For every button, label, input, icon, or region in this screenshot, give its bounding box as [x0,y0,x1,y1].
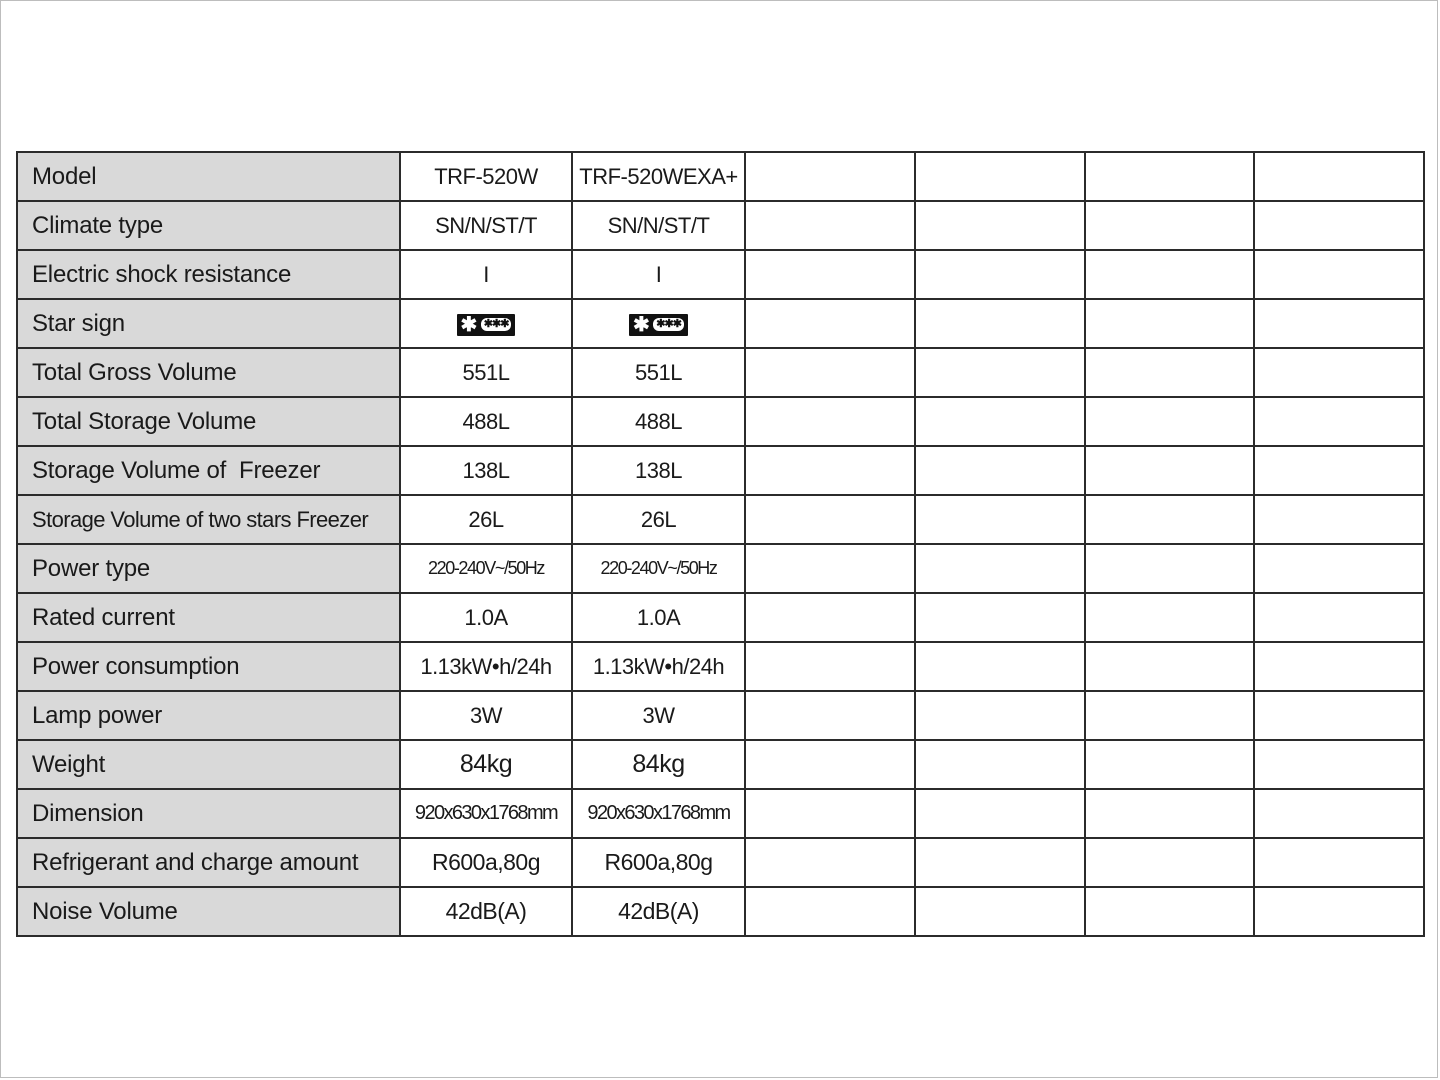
empty-cell [1254,446,1424,495]
empty-cell [915,887,1085,936]
table-row [17,250,1424,299]
value-cell: 84kg [400,740,572,789]
row-label-power-type: Power type [17,544,400,593]
empty-cell [1085,691,1255,740]
row-label-storage-volume-freezer: Storage Volume of Freezer [17,446,400,495]
empty-cell [1254,593,1424,642]
row-label-total-storage-volume: Total Storage Volume [17,397,400,446]
empty-cell [915,446,1085,495]
empty-cell [1085,887,1255,936]
empty-cell [745,397,915,446]
empty-cell [1085,740,1255,789]
value-cell: 1.13kW•h/24h [400,642,572,691]
empty-cell [915,740,1085,789]
empty-cell [1085,495,1255,544]
empty-cell [745,691,915,740]
table-row [17,152,1424,201]
table-row [17,887,1424,936]
value-cell [400,299,572,348]
value-cell: 138L [572,446,745,495]
empty-cell [1085,299,1255,348]
value-cell: 551L [572,348,745,397]
value-cell: 26L [572,495,745,544]
table-row [17,495,1424,544]
empty-cell [1085,593,1255,642]
value-cell: 220-240V~/50Hz [400,544,572,593]
table-row [17,593,1424,642]
empty-cell [1085,397,1255,446]
row-label-lamp-power: Lamp power [17,691,400,740]
empty-cell [915,201,1085,250]
value-cell: 42dB(A) [572,887,745,936]
row-label-refrigerant-charge: Refrigerant and charge amount [17,838,400,887]
empty-cell [1254,299,1424,348]
empty-cell [745,299,915,348]
value-cell: 3W [572,691,745,740]
table-row [17,838,1424,887]
empty-cell [1085,544,1255,593]
table-row [17,397,1424,446]
row-label-power-consumption: Power consumption [17,642,400,691]
empty-cell [1085,838,1255,887]
empty-cell [745,593,915,642]
empty-cell [1254,691,1424,740]
row-label-dimension: Dimension [17,789,400,838]
empty-cell [1085,642,1255,691]
empty-cell [1254,887,1424,936]
value-cell: 488L [400,397,572,446]
star-icon: ✱ [460,313,477,336]
value-cell: 920x630x1768mm [572,789,745,838]
empty-cell [745,642,915,691]
row-label-total-gross-volume: Total Gross Volume [17,348,400,397]
table-row [17,299,1424,348]
empty-cell [915,691,1085,740]
value-cell: 1.13kW•h/24h [572,642,745,691]
value-cell: TRF-520W [400,152,572,201]
value-cell: I [572,250,745,299]
table-row [17,544,1424,593]
empty-cell [745,495,915,544]
three-stars-icon: ✱✱✱ [481,318,512,331]
empty-cell [1254,348,1424,397]
empty-cell [1254,789,1424,838]
value-cell: 138L [400,446,572,495]
row-label-climate-type: Climate type [17,201,400,250]
row-label-star-sign: Star sign [17,299,400,348]
value-cell: SN/N/ST/T [572,201,745,250]
row-label-weight: Weight [17,740,400,789]
value-cell: 84kg [572,740,745,789]
row-label-two-star-freezer-volume: Storage Volume of two stars Freezer [17,495,400,544]
empty-cell [1085,789,1255,838]
row-label-rated-current: Rated current [17,593,400,642]
empty-cell [915,495,1085,544]
empty-cell [745,250,915,299]
three-stars-icon: ✱✱✱ [653,318,684,331]
value-cell: 26L [400,495,572,544]
value-cell: 1.0A [400,593,572,642]
value-cell: R600a,80g [572,838,745,887]
empty-cell [745,789,915,838]
star-icon: ✱ [633,313,650,336]
table-row [17,201,1424,250]
empty-cell [745,544,915,593]
empty-cell [745,838,915,887]
row-label-noise-volume: Noise Volume [17,887,400,936]
empty-cell [745,201,915,250]
empty-cell [1085,348,1255,397]
value-cell: R600a,80g [400,838,572,887]
value-cell: 42dB(A) [400,887,572,936]
empty-cell [745,740,915,789]
value-cell: 488L [572,397,745,446]
empty-cell [745,348,915,397]
empty-cell [915,152,1085,201]
empty-cell [1085,152,1255,201]
empty-cell [915,593,1085,642]
value-cell: SN/N/ST/T [400,201,572,250]
empty-cell [745,446,915,495]
table-row [17,446,1424,495]
table-row [17,740,1424,789]
value-cell: 3W [400,691,572,740]
empty-cell [1085,250,1255,299]
empty-cell [915,348,1085,397]
value-cell: 920x630x1768mm [400,789,572,838]
four-star-freezer-rating-icon [629,314,688,336]
value-cell: 1.0A [572,593,745,642]
empty-cell [745,152,915,201]
value-cell [572,299,745,348]
value-cell: 220-240V~/50Hz [572,544,745,593]
empty-cell [1254,201,1424,250]
empty-cell [745,887,915,936]
empty-cell [1254,740,1424,789]
empty-cell [1254,152,1424,201]
empty-cell [915,299,1085,348]
empty-cell [915,397,1085,446]
table-row [17,691,1424,740]
row-label-model: Model [17,152,400,201]
empty-cell [1085,446,1255,495]
empty-cell [915,642,1085,691]
empty-cell [915,544,1085,593]
value-cell: I [400,250,572,299]
value-cell: 551L [400,348,572,397]
empty-cell [915,838,1085,887]
value-cell: TRF-520WEXA+ [572,152,745,201]
empty-cell [915,250,1085,299]
four-star-freezer-rating-icon [457,314,516,336]
row-label-electric-shock-resistance: Electric shock resistance [17,250,400,299]
empty-cell [1254,642,1424,691]
empty-cell [1254,397,1424,446]
table-row [17,348,1424,397]
empty-cell [1254,544,1424,593]
empty-cell [1085,201,1255,250]
table-row [17,789,1424,838]
spec-table [16,151,1425,937]
empty-cell [915,789,1085,838]
table-row [17,642,1424,691]
empty-cell [1254,250,1424,299]
empty-cell [1254,495,1424,544]
empty-cell [1254,838,1424,887]
spec-table-body [17,152,1424,936]
